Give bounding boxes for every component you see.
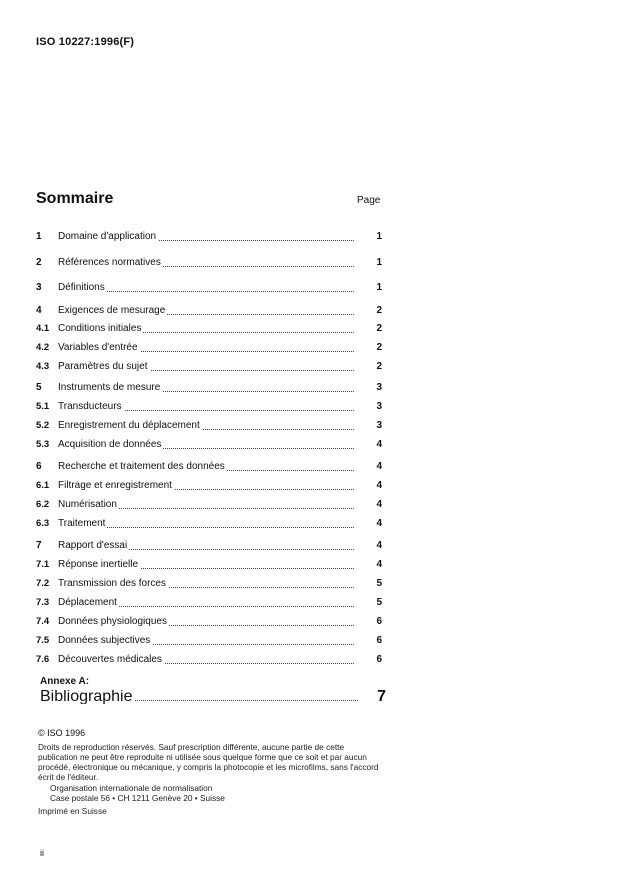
page-folio: ii bbox=[40, 848, 44, 858]
toc-entry-4-2[interactable] bbox=[36, 341, 386, 355]
toc-entry-number: 3 bbox=[36, 282, 42, 293]
toc-entry-number: 5.3 bbox=[36, 439, 50, 450]
toc-entry-number: 7.1 bbox=[36, 559, 50, 570]
toc-entry-page: 1 bbox=[376, 231, 382, 242]
toc-entry-number: 5.1 bbox=[36, 401, 50, 412]
toc-entry-text: Découvertes médicales bbox=[58, 654, 162, 665]
toc-entry-number: 6.2 bbox=[36, 499, 50, 510]
toc-entry-7-5[interactable] bbox=[36, 634, 386, 648]
toc-entry-1[interactable] bbox=[36, 230, 386, 244]
toc-entry-page: 4 bbox=[376, 480, 382, 491]
toc-entry-number: 6.3 bbox=[36, 518, 50, 529]
toc-entry-text: Variables d'entrée bbox=[58, 342, 138, 353]
toc-entry-page: 4 bbox=[376, 439, 382, 450]
toc-entry-4-1[interactable] bbox=[36, 322, 386, 336]
toc-entry-number: 4.2 bbox=[36, 342, 50, 353]
toc-entry-text: Déplacement bbox=[58, 597, 117, 608]
toc-entry-5-2[interactable] bbox=[36, 419, 386, 433]
toc-entry-7-1[interactable] bbox=[36, 558, 386, 572]
toc-entry-page: 3 bbox=[376, 420, 382, 431]
toc-entry-page: 4 bbox=[376, 499, 382, 510]
toc-entry-5-1[interactable] bbox=[36, 400, 386, 414]
toc-entry-6-3[interactable] bbox=[36, 517, 386, 531]
toc-entry-number: 5 bbox=[36, 382, 42, 393]
toc-entry-page: 2 bbox=[376, 342, 382, 353]
toc-entry-number: 4.3 bbox=[36, 361, 50, 372]
toc-entry-text: Instruments de mesure bbox=[58, 382, 161, 393]
toc-entry-text: Recherche et traitement des données bbox=[58, 461, 225, 472]
toc-entry-6-1[interactable] bbox=[36, 479, 386, 493]
publisher-name: Organisation internationale de normalisation bbox=[50, 783, 213, 793]
publisher-block bbox=[50, 783, 225, 803]
toc-entry-page: 3 bbox=[376, 401, 382, 412]
toc-entry-page: 2 bbox=[376, 305, 382, 316]
toc-title: Sommaire bbox=[36, 190, 114, 207]
toc-entry-page: 1 bbox=[376, 257, 382, 268]
page-column-label: Page bbox=[357, 195, 381, 206]
toc-entry-text: Conditions initiales bbox=[58, 323, 142, 334]
toc-entry-page: 7 bbox=[377, 688, 386, 705]
rights-notice: Droits de reproduction réservés. Sauf prescription différente, aucune partie de cette publication ne peut être reproduite ni utilisée sous quelque forme que ce soit et par aucun procédé, électronique ou mécanique, y compris la photocopie et les microfilms, sans l'accord écrit de l'éditeur. bbox=[38, 742, 379, 782]
annex-title: Annexe A: bbox=[40, 676, 90, 687]
toc-entry-text: Références normatives bbox=[58, 257, 161, 268]
toc-entry-number: 5.2 bbox=[36, 420, 50, 431]
toc-entry-5[interactable] bbox=[36, 381, 386, 395]
toc-entry-page: 4 bbox=[376, 461, 382, 472]
toc-entry-page: 5 bbox=[376, 578, 382, 589]
toc-entry-6-2[interactable] bbox=[36, 498, 386, 512]
toc-entry-text: Paramètres du sujet bbox=[58, 361, 148, 372]
toc-entry-text: Rapport d'essai bbox=[58, 540, 128, 551]
toc-entry-text: Données subjectives bbox=[58, 635, 151, 646]
toc-entry-text: Bibliographie bbox=[40, 690, 133, 704]
toc-entry-page: 6 bbox=[376, 635, 382, 646]
toc-entry-text: Définitions bbox=[58, 282, 105, 293]
toc-entry-number: 4.1 bbox=[36, 323, 50, 334]
toc-entry-page: 2 bbox=[376, 361, 382, 372]
toc-entry-7-4[interactable] bbox=[36, 615, 386, 629]
toc-entry-number: 7.3 bbox=[36, 597, 50, 608]
toc-entry-page: 6 bbox=[376, 654, 382, 665]
printed-in: Imprimé en Suisse bbox=[38, 806, 107, 816]
toc-entry-number: 6.1 bbox=[36, 480, 50, 491]
toc-entry-text: Exigences de mesurage bbox=[58, 305, 166, 316]
toc-entry-number: 6 bbox=[36, 461, 42, 472]
toc-entry-number: 4 bbox=[36, 305, 42, 316]
document-id: ISO 10227:1996(F) bbox=[36, 36, 135, 48]
toc-entry-annex-a[interactable] bbox=[40, 690, 386, 704]
toc-entry-7-3[interactable] bbox=[36, 596, 386, 610]
toc-entry-number: 2 bbox=[36, 257, 42, 268]
toc-entry-text: Enregistrement du déplacement bbox=[58, 420, 200, 431]
toc-entry-text: Domaine d'application bbox=[58, 231, 157, 242]
toc-entry-4-3[interactable] bbox=[36, 360, 386, 374]
toc-entry-page: 2 bbox=[376, 323, 382, 334]
toc-entry-text: Traitement bbox=[58, 518, 106, 529]
toc-entry-page: 4 bbox=[376, 540, 382, 551]
toc-entry-3[interactable] bbox=[36, 281, 386, 295]
toc-entry-text: Numérisation bbox=[58, 499, 117, 510]
toc-entry-page: 4 bbox=[376, 518, 382, 529]
toc-entry-number: 7.2 bbox=[36, 578, 50, 589]
toc-entry-text: Transmission des forces bbox=[58, 578, 166, 589]
toc-entry-page: 6 bbox=[376, 616, 382, 627]
toc-entry-6[interactable] bbox=[36, 460, 386, 474]
toc-entry-page: 4 bbox=[376, 559, 382, 570]
toc-entry-7[interactable] bbox=[36, 539, 386, 553]
toc-entry-page: 1 bbox=[376, 282, 382, 293]
toc-entry-number: 7 bbox=[36, 540, 42, 551]
toc-entry-7-6[interactable] bbox=[36, 653, 386, 667]
toc-entry-text: Filtrage et enregistrement bbox=[58, 480, 172, 491]
toc-entry-text: Réponse inertielle bbox=[58, 559, 139, 570]
toc-entry-number: 1 bbox=[36, 231, 42, 242]
toc-entry-number: 7.5 bbox=[36, 635, 50, 646]
toc-entry-text: Acquisition de données bbox=[58, 439, 162, 450]
toc-entry-text: Transducteurs bbox=[58, 401, 122, 412]
toc-entry-7-2[interactable] bbox=[36, 577, 386, 591]
toc-entry-number: 7.4 bbox=[36, 616, 50, 627]
toc-entry-page: 3 bbox=[376, 382, 382, 393]
publisher-address: Case postale 56 • CH 1211 Genève 20 • Suisse bbox=[50, 793, 225, 803]
copyright-line: © ISO 1996 bbox=[38, 728, 86, 738]
toc-entry-2[interactable] bbox=[36, 256, 386, 270]
toc-entry-number: 7.6 bbox=[36, 654, 50, 665]
toc-entry-text: Données physiologiques bbox=[58, 616, 167, 627]
toc-entry-page: 5 bbox=[376, 597, 382, 608]
toc-entry-4[interactable] bbox=[36, 304, 386, 318]
toc-entry-5-3[interactable] bbox=[36, 438, 386, 452]
